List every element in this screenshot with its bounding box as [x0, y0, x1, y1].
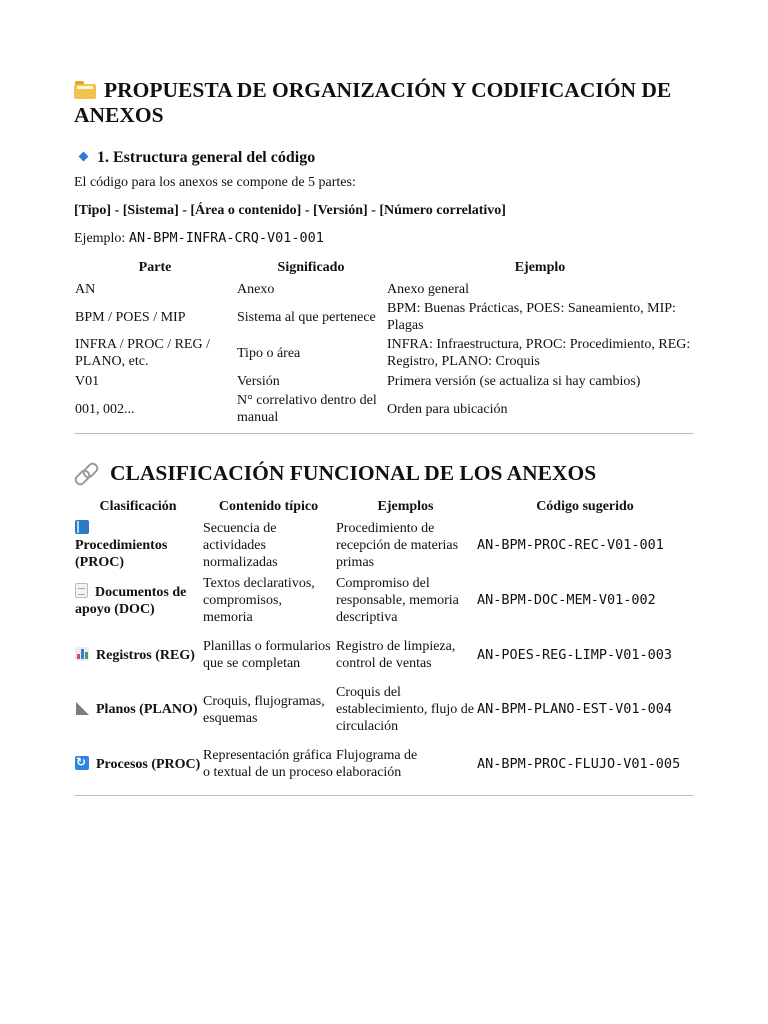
- section1-intro: El código para los anexos se compone de 5 partes:: [74, 175, 356, 190]
- cycle-arrows-icon: [75, 756, 89, 770]
- table-cell: INFRA: Infraestructura, PROC: Procedimiento, REG: Registro, PLANO: Croquis: [387, 337, 691, 369]
- classification-label: Documentos de apoyo (DOC): [75, 585, 187, 617]
- classification-cell: [74, 573, 202, 628]
- table-cell: Planillas o formularios que se completan: [203, 639, 331, 671]
- table-row: [74, 573, 694, 628]
- blue-diamond-icon: [79, 151, 89, 161]
- code-formula: [Tipo] - [Sistema] - [Área o contenido] - [Versión] - [Número correlativo]: [74, 203, 506, 218]
- link-icon: [74, 463, 100, 483]
- classification-cell: [74, 518, 202, 573]
- table-row: [74, 737, 694, 791]
- classification-cell: [74, 682, 202, 737]
- code-example: [74, 229, 694, 248]
- example-label: Ejemplo:: [74, 231, 126, 246]
- classification-label: Procesos (PROC): [96, 756, 201, 772]
- table-cell: BPM: Buenas Prácticas, POES: Saneamiento, MIP: Plagas: [387, 301, 676, 333]
- table-cell: Primera versión (se actualiza si hay cambios): [387, 373, 641, 389]
- table-cell: Sistema al que pertenece: [237, 309, 376, 325]
- code-cell: AN-BPM-PROC-REC-V01-001: [477, 537, 664, 553]
- table-cell: Tipo o área: [237, 345, 301, 361]
- page-title: [74, 78, 694, 128]
- table-cell: Compromiso del responsable, memoria descriptiva: [336, 576, 459, 625]
- column-header: Clasificación: [99, 499, 177, 514]
- page-icon: [75, 583, 88, 598]
- table-row: [74, 682, 694, 737]
- table-cell: Textos declarativos, compromisos, memoria: [203, 576, 315, 625]
- table-row: [74, 335, 694, 371]
- table-row: [74, 371, 694, 391]
- section2-heading-text: CLASIFICACIÓN FUNCIONAL DE LOS ANEXOS: [110, 461, 597, 485]
- table-row: [74, 299, 694, 335]
- table-cell: Representación gráfica o textual de un proceso: [203, 748, 333, 780]
- table-row: [74, 628, 694, 682]
- column-header: Significado: [277, 259, 345, 275]
- column-header: Contenido típico: [218, 499, 319, 514]
- table-cell: 001, 002...: [75, 401, 135, 417]
- table-cell: Orden para ubicación: [387, 401, 508, 417]
- classification-cell: [74, 737, 202, 791]
- code-cell: AN-BPM-PROC-FLUJO-V01-005: [477, 755, 681, 772]
- code-cell: AN-BPM-PLANO-EST-V01-004: [477, 701, 673, 717]
- folder-icon: [74, 81, 96, 99]
- column-header: Parte: [138, 259, 172, 275]
- section1-heading: [74, 148, 694, 168]
- column-header: Código sugerido: [536, 499, 634, 514]
- table-row: [74, 279, 694, 299]
- table-cell: Secuencia de actividades normalizadas: [203, 521, 278, 570]
- table-cell: V01: [75, 373, 100, 389]
- table-row: [74, 518, 694, 573]
- code-structure-table: [74, 255, 694, 427]
- page-title-text: PROPUESTA DE ORGANIZACIÓN Y CODIFICACIÓN DE ANEXOS: [74, 78, 672, 127]
- table-cell: BPM / POES / MIP: [75, 309, 186, 325]
- table-cell: Anexo: [237, 281, 275, 297]
- example-code: AN-BPM-INFRA-CRQ-V01-001: [128, 230, 324, 246]
- section1-heading-text: 1. Estructura general del código: [97, 149, 316, 166]
- code-cell: AN-POES-REG-LIMP-V01-003: [477, 646, 673, 663]
- table-cell: Croquis del establecimiento, flujo de circulación: [336, 685, 475, 734]
- table-cell: Versión: [237, 373, 280, 389]
- classification-cell: [74, 628, 202, 682]
- triangular-ruler-icon: [75, 701, 89, 715]
- classification-label: Procedimientos (PROC): [75, 538, 168, 570]
- table-cell: Croquis, flujogramas, esquemas: [203, 693, 325, 726]
- table-cell: INFRA / PROC / REG / PLANO, etc.: [75, 337, 210, 369]
- classification-table: [74, 495, 694, 791]
- section2-heading: [74, 460, 694, 486]
- table-header-row: [74, 495, 694, 518]
- table-row: [74, 391, 694, 427]
- code-cell: AN-BPM-DOC-MEM-V01-002: [477, 592, 656, 608]
- table-cell: Anexo general: [387, 281, 470, 297]
- bar-chart-icon: [75, 647, 89, 661]
- table-header-row: [74, 255, 694, 279]
- table-cell: N° correlativo dentro del manual: [237, 393, 377, 425]
- table-cell: AN: [75, 281, 96, 297]
- classification-label: Registros (REG): [96, 647, 195, 663]
- table-cell: Flujograma de elaboración: [336, 748, 418, 780]
- column-header: Ejemplo: [514, 259, 566, 275]
- column-header: Ejemplos: [377, 499, 434, 514]
- table-cell: Registro de limpieza, control de ventas: [336, 639, 456, 671]
- blue-book-icon: [75, 520, 89, 534]
- classification-label: Planos (PLANO): [96, 702, 198, 717]
- table-cell: Procedimiento de recepción de materias primas: [336, 521, 459, 570]
- horizontal-divider: [74, 433, 694, 434]
- horizontal-divider: [74, 795, 694, 796]
